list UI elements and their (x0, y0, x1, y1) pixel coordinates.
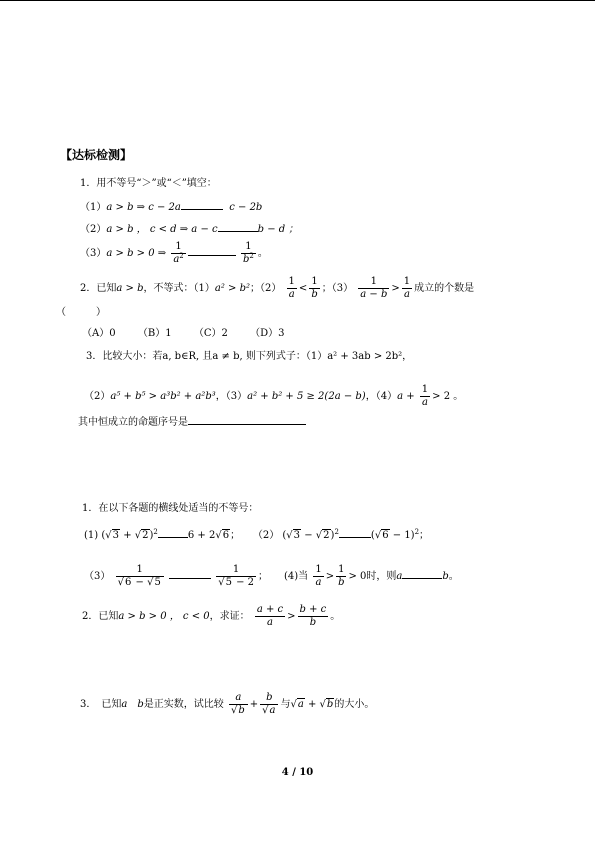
section-title: 【达标检测】 (60, 148, 133, 162)
q1-item2: （2）a > b ， c < d ⇒ a − c b − d ； (80, 221, 298, 237)
option-c[interactable]: （C）2 (193, 328, 228, 339)
q1-stem: 1．用不等号“＞”或“＜”填空： (80, 178, 217, 189)
q3-conclusion: 其中恒成立的命题序号是 (78, 414, 306, 430)
p1-item1-2: (1) $(√3 + √2)^2$ 6 + 2√6； （2） $(√3 - √2)^2$ $(√6 - 1)^2$； (84, 528, 430, 541)
p2-line: 2．已知a > b > 0 ， c < 0，求证： $\frac{a + c}{a}$ > $\frac{b + c}{b}$ 。 (82, 604, 341, 628)
p1-stem: 1．在以下各题的横线处适当的不等号： (82, 503, 259, 514)
p1-item3-4: （3） $\frac{1}{√6 - √5}$ $\frac{1}{√5 - 2}$ ； (4)当 $\frac{1}{a}$ > $\frac{1}{b}$ > 0时，则a b。 (84, 564, 459, 588)
answer-blank[interactable] (188, 414, 306, 425)
answer-blank[interactable] (339, 527, 371, 538)
answer-blank[interactable] (188, 245, 236, 256)
fraction: $\frac{1}{b^2}$ (242, 241, 254, 265)
answer-blank[interactable] (402, 568, 442, 579)
q1-item3: （3）a > b > 0 ⇒ $\frac{1}{a^2}$ $\frac{1}{b^2}$ 。 (80, 241, 268, 265)
q2-line: 2．已知a > b，不等式：（1）a² > b²；（2） $\frac{1}{a}$ < $\frac{1}{b}$ ；（3） $\frac{1}{a - b}$ > $\frac{1}{a}$ 成立的个数是 (80, 276, 475, 300)
page-number: 4 / 10 (281, 767, 314, 778)
option-b[interactable]: （B）1 (137, 328, 172, 339)
q2-answer-paren[interactable]: （ ） (56, 307, 106, 318)
q3-line2: （2）a⁵ + b⁵ > a³b² + a²b³，（3）a² + b² + 5 ≥ 2(2a − b)，（4）a + $\frac{1}{a}$ > 2 。 (84, 384, 464, 408)
q2-options (82, 327, 285, 341)
answer-blank[interactable] (158, 527, 188, 538)
fraction: $\frac{1}{a^2}$ (173, 241, 184, 265)
top-border (0, 0, 595, 1)
option-a[interactable]: （A）0 (82, 328, 116, 339)
q3-line1: 3．比较大小：若a, b∈R, 且a ≠ b, 则下列式子：（1）a² + 3ab > 2b²， (86, 351, 413, 362)
p3-line: 3． 已知a b是正实数，试比较 $\frac{a}{√b}$ + $\frac{b}{√a}$ 与√a + √b的大小。 (80, 692, 375, 716)
answer-blank[interactable] (181, 199, 223, 210)
q1-item1: （1）a > b ⇒ c − 2a c − 2b (80, 199, 262, 215)
answer-blank[interactable] (218, 221, 258, 232)
option-d[interactable]: （D）3 (250, 328, 285, 339)
answer-blank[interactable] (169, 568, 211, 579)
